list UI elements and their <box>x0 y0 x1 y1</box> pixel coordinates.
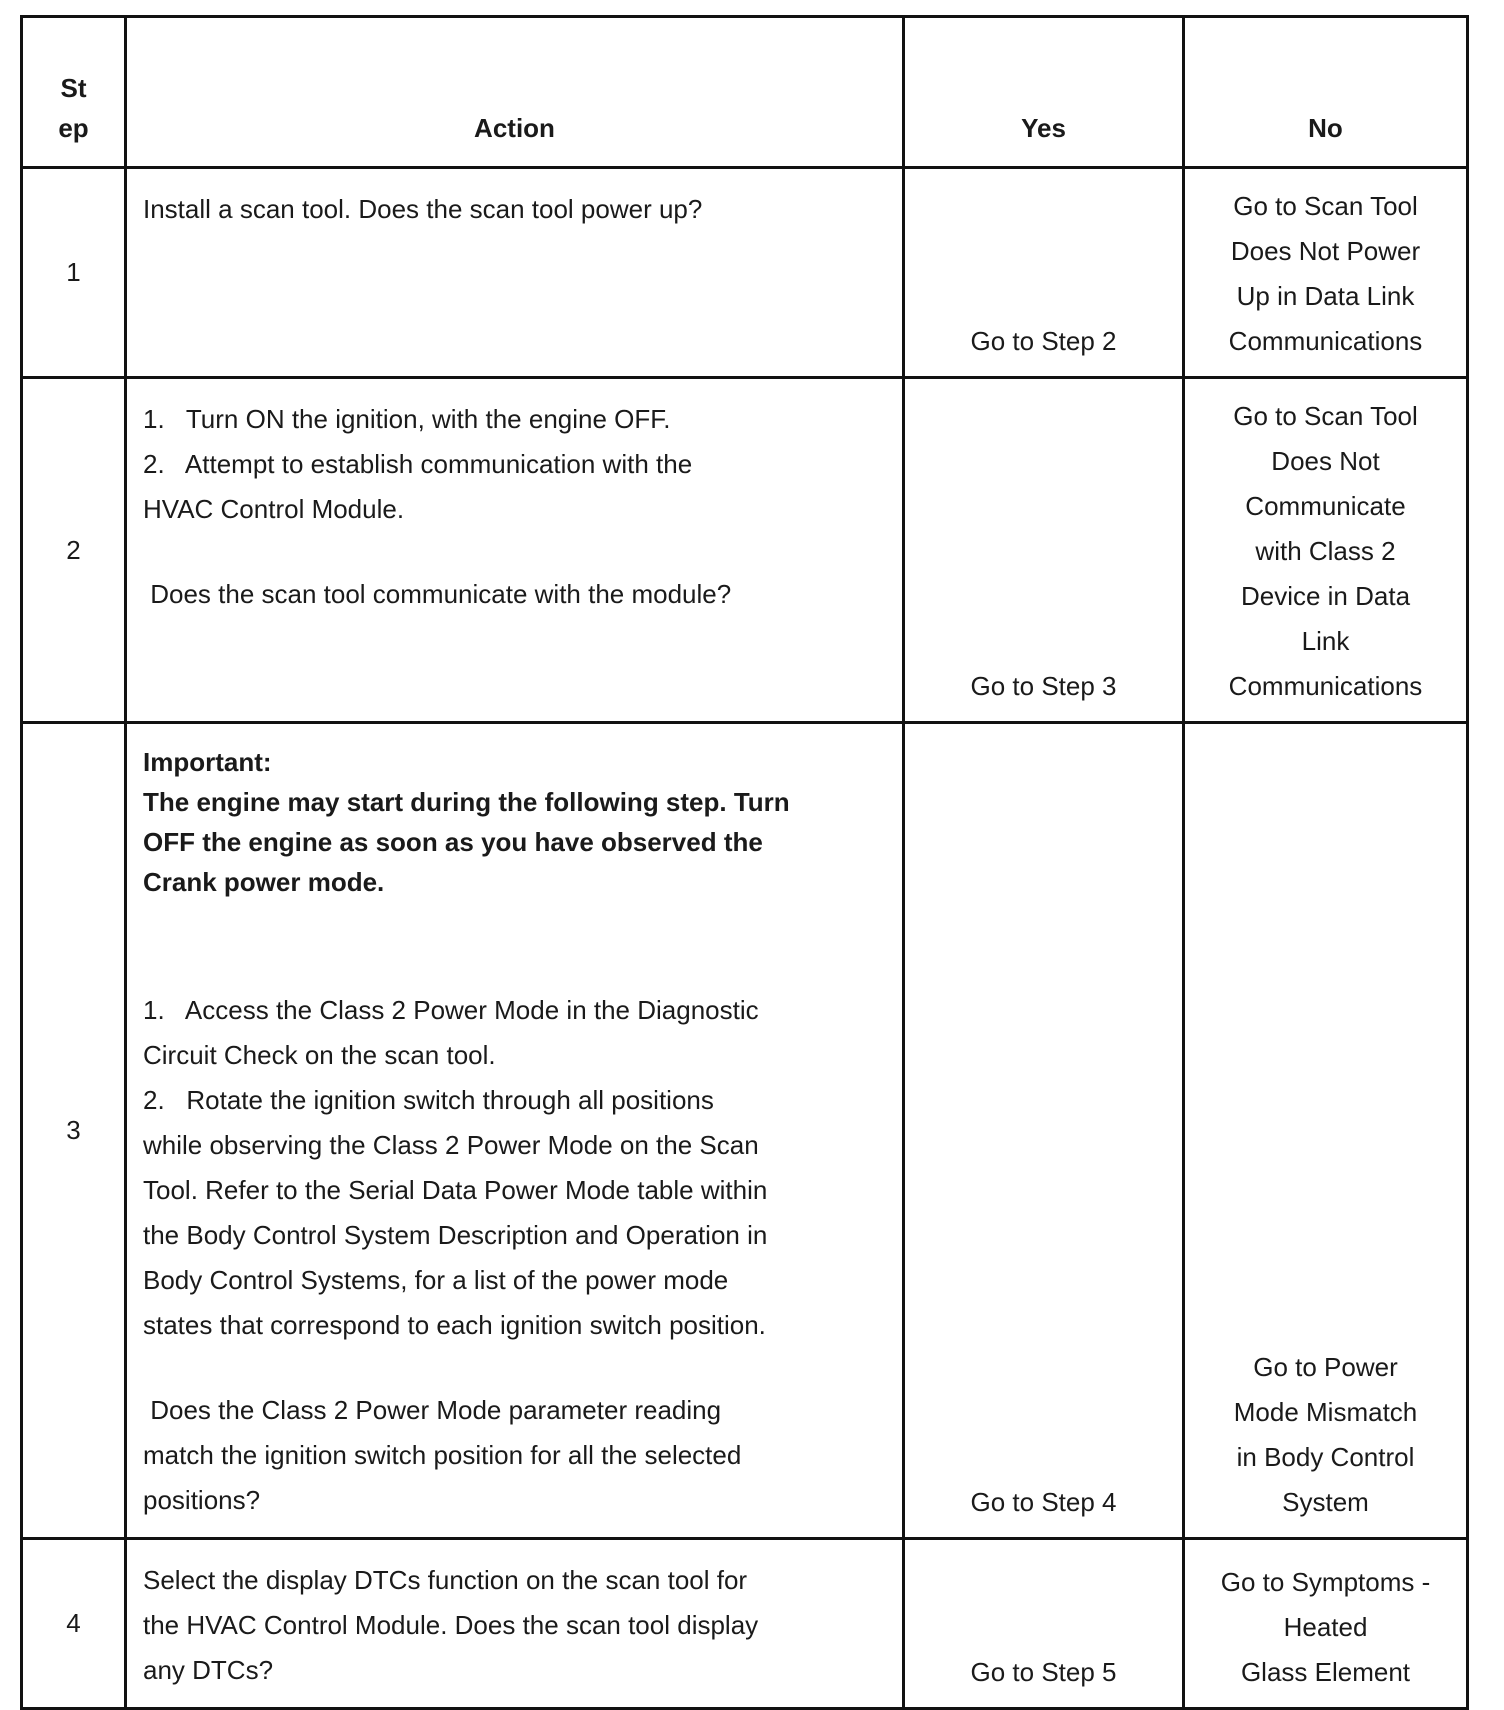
no-line: with Class 2 <box>1255 536 1396 566</box>
action-question: Does the Class 2 Power Mode parameter reading <box>143 1395 722 1425</box>
action-line: Install a scan tool. Does the scan tool power up? <box>143 194 703 224</box>
step-number: 1 <box>22 168 126 378</box>
no-line: Glass Element <box>1240 1657 1411 1687</box>
yes-link[interactable]: Go to Step 5 <box>970 1657 1117 1687</box>
action-line: 2. Rotate the ignition switch through all positions <box>143 1085 714 1115</box>
yes-cell <box>904 1539 1184 1709</box>
action-line: 1. Turn ON the ignition, with the engine OFF. <box>143 404 671 434</box>
action-cell <box>126 723 904 1539</box>
action-line: Select the display DTCs function on the scan tool for <box>143 1565 748 1595</box>
no-line: Communications <box>1228 326 1423 356</box>
no-line: Communications <box>1228 671 1423 701</box>
action-cell <box>126 168 904 378</box>
table-row <box>22 723 1468 1539</box>
action-question: positions? <box>143 1485 261 1515</box>
action-line: states that correspond to each ignition switch position. <box>143 1310 766 1340</box>
header-no: No <box>1184 17 1468 168</box>
important-title: Important: <box>143 747 272 777</box>
action-line: Circuit Check on the scan tool. <box>143 1040 496 1070</box>
no-cell <box>1184 723 1468 1539</box>
table-row <box>22 1539 1468 1709</box>
action-line: 1. Access the Class 2 Power Mode in the Diagnostic <box>143 995 759 1025</box>
action-line: the HVAC Control Module. Does the scan tool display <box>143 1610 759 1640</box>
no-line: Device in Data <box>1240 581 1411 611</box>
header-yes: Yes <box>904 17 1184 168</box>
no-line: Does Not <box>1271 446 1380 476</box>
table-row <box>22 378 1468 723</box>
no-line: Go to Symptoms - <box>1220 1567 1431 1597</box>
no-line: Go to Power <box>1253 1352 1398 1382</box>
no-line: Go to Scan Tool <box>1233 401 1418 431</box>
action-line: Body Control Systems, for a list of the power mode <box>143 1265 729 1295</box>
header-action: Action <box>126 17 904 168</box>
no-cell <box>1184 168 1468 378</box>
action-line: while observing the Class 2 Power Mode on the Scan <box>143 1130 759 1160</box>
header-row <box>22 17 1468 168</box>
diagnostic-table <box>20 15 1469 1710</box>
yes-cell <box>904 378 1184 723</box>
header-step: St ep <box>22 17 126 168</box>
yes-cell <box>904 168 1184 378</box>
important-line: Crank power mode. <box>143 867 385 897</box>
action-line: 2. Attempt to establish communication with the <box>143 449 693 479</box>
action-line: any DTCs? <box>143 1655 274 1685</box>
yes-link[interactable]: Go to Step 4 <box>970 1487 1117 1517</box>
action-question: match the ignition switch position for all the selected <box>143 1440 742 1470</box>
action-line: HVAC Control Module. <box>143 494 405 524</box>
action-question: Does the scan tool communicate with the module? <box>143 579 732 609</box>
no-cell <box>1184 1539 1468 1709</box>
no-line: Link <box>1301 626 1350 656</box>
no-line: Mode Mismatch <box>1233 1397 1418 1427</box>
no-cell <box>1184 378 1468 723</box>
yes-cell <box>904 723 1184 1539</box>
no-line: System <box>1282 1487 1369 1517</box>
action-line: Tool. Refer to the Serial Data Power Mode table within <box>143 1175 768 1205</box>
step-number: 3 <box>22 723 126 1539</box>
no-line: Communicate <box>1245 491 1406 521</box>
no-line: Go to Scan Tool <box>1233 191 1418 221</box>
yes-link[interactable]: Go to Step 2 <box>970 326 1117 356</box>
action-cell <box>126 378 904 723</box>
important-line: OFF the engine as soon as you have observed the <box>143 827 763 857</box>
no-line: in Body Control <box>1236 1442 1415 1472</box>
step-number: 4 <box>22 1539 126 1709</box>
no-line: Heated <box>1283 1612 1368 1642</box>
important-line: The engine may start during the following step. Turn <box>143 787 790 817</box>
yes-link[interactable]: Go to Step 3 <box>970 671 1117 701</box>
table-row <box>22 168 1468 378</box>
step-number: 2 <box>22 378 126 723</box>
no-line: Does Not Power <box>1230 236 1421 266</box>
action-cell <box>126 1539 904 1709</box>
action-line: the Body Control System Description and Operation in <box>143 1220 768 1250</box>
no-line: Up in Data Link <box>1236 281 1415 311</box>
